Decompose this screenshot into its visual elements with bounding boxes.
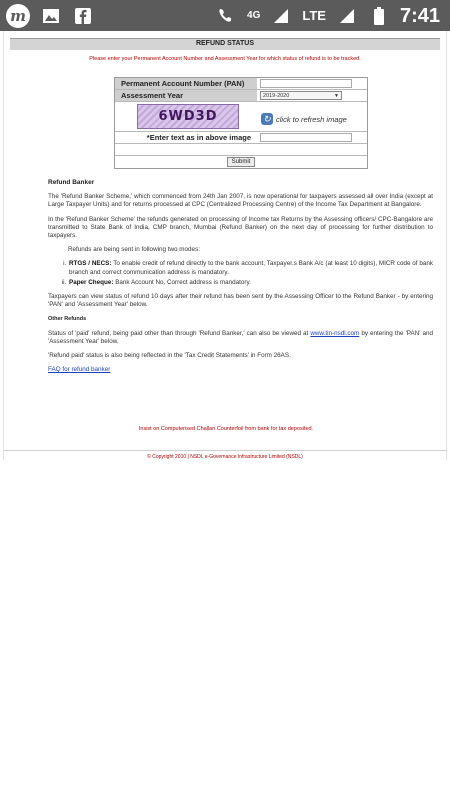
paragraph-5: 'Refund paid' status is also being reflected in the 'Tax Credit Statements' in Form 26AS. (48, 352, 291, 360)
page-title: REFUND STATUS (10, 38, 440, 50)
chevron-down-icon: ▼ (334, 93, 339, 99)
assessment-year-select[interactable] (260, 91, 342, 100)
status-bar (0, 0, 450, 31)
paragraph-3: Taxpayers can view status of refund 10 days after their refund has been sent by the Assessing Officer to the Refund Banker - by entering 'PAN' and 'Assessment Year' below. (48, 293, 433, 309)
refund-status-page (3, 31, 447, 460)
network-type-label: 4G (247, 10, 261, 21)
spacer-row (115, 144, 367, 156)
wifi-calling-icon (215, 5, 237, 27)
lte-label: LTE (302, 8, 326, 23)
section-heading: Refund Banker (48, 179, 95, 186)
list-item-cheque (68, 279, 433, 287)
copyright-footer: © Copyright 2010 | NSDL e-Governance Infrastructure Limited (NSDL) (3, 450, 447, 460)
tin-nsdl-link[interactable]: www.tin-nsdl.com (310, 329, 360, 337)
gallery-icon (40, 5, 62, 27)
refresh-captcha-label[interactable]: click to refresh image (276, 114, 347, 124)
challan-notice: Insist on Computerised Challan Counterfoil from bank for tax deposited. (138, 426, 314, 432)
refund-form (114, 77, 368, 169)
refund-modes-list (48, 260, 433, 287)
app-m-icon: m (6, 4, 30, 28)
paragraph-4-start: Status of 'paid' refund, being paid other than through 'Refund Banker,' can also be viewed at (48, 329, 311, 337)
cheque-label: Paper Cheque: (69, 278, 114, 286)
rtgs-label: RTGS / NECS: (69, 260, 112, 268)
pan-label: Permanent Account Number (PAN) (115, 78, 257, 89)
captcha-entry-row (115, 132, 367, 144)
assessment-year-row (115, 90, 367, 102)
facebook-icon (72, 5, 94, 27)
modes-intro: Refunds are being sent in following two modes: (68, 246, 200, 254)
cheque-text: Bank Account No, Correct address is mandatory. (113, 278, 251, 286)
signal-icon (270, 5, 292, 27)
instruction-notice: Please enter your Permanent Account Number and Assessment Year for which status of refund is to be tracked. (89, 56, 361, 62)
pan-row (115, 78, 367, 90)
refund-banker-info (48, 179, 433, 380)
captcha-image: 6WD3D (137, 104, 239, 129)
refresh-captcha-link[interactable] (261, 107, 347, 131)
battery-icon (368, 5, 390, 27)
signal-icon-2 (336, 5, 358, 27)
other-refunds-heading: Other Refunds (48, 316, 87, 323)
assessment-year-value: 2019-2020 (263, 93, 290, 99)
captcha-input[interactable] (260, 133, 352, 142)
submit-button[interactable]: Submit (227, 157, 256, 167)
list-item-rtgs (68, 260, 433, 276)
captcha-row (115, 102, 367, 132)
faq-link[interactable]: FAQ for refund banker (48, 366, 111, 374)
rtgs-text: To enable credit of refund directly to the bank account, Taxpayer.s Bank A/c (at least 10 digits), MICR code of bank branch and correct communication address is mandatory. (69, 260, 433, 276)
paragraph-4-end: by entering the 'PAN' and 'Assessment Year' below. (48, 329, 433, 345)
pan-input[interactable] (260, 79, 352, 88)
assessment-year-label: Assessment Year (115, 90, 257, 101)
status-bar-right (215, 2, 440, 30)
paragraph-4 (48, 330, 433, 346)
status-bar-left (6, 4, 94, 28)
paragraph-1: The 'Refund Banker Scheme,' which commenced from 24th Jan 2007, is now operational for taxpayers assessed all over India (except at Large Taxpayer Units) and for returns processed at CPC (Centralized Processing Centre) of the Income Tax Department at Bangalore. (48, 193, 433, 209)
paragraph-2: In the 'Refund Banker Scheme' the refunds generated on processing of Income tax Returns by the Assessing officers/ CPC-Bangalore are transmitted to State Bank of India, CMP branch, Mumbai (Refund Banker) on the next day of processing for further distribution to taxpayers. (48, 215, 433, 240)
submit-row (115, 156, 367, 168)
clock: 7:41 (399, 4, 440, 27)
refresh-icon[interactable]: ↻ (261, 113, 273, 125)
captcha-entry-label: *Enter text as in above image (146, 133, 251, 142)
